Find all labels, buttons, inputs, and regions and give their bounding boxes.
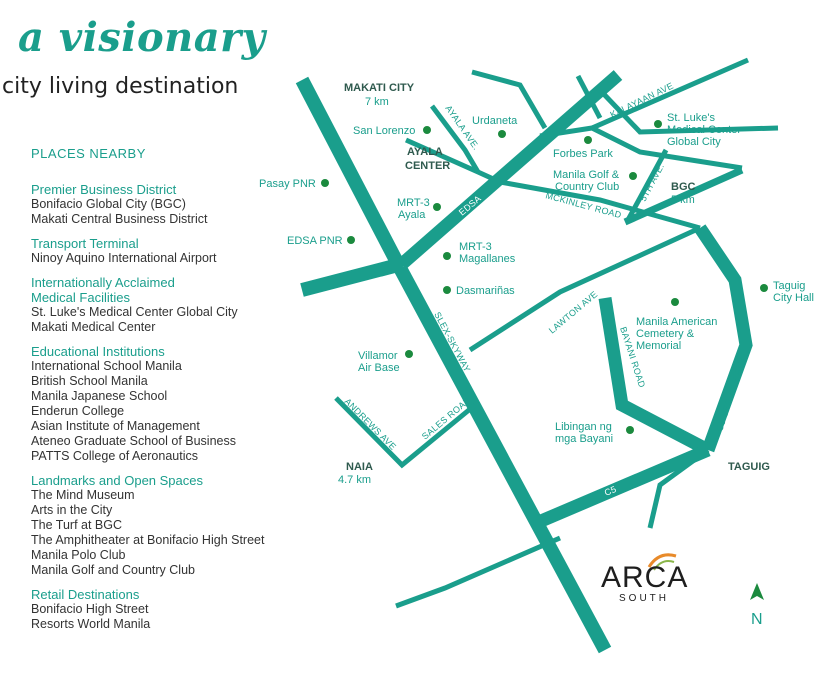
- list-item: The Amphitheater at Bonifacio High Street: [31, 533, 265, 547]
- c5-road: [534, 450, 708, 524]
- svg-text:Villamor: Villamor: [358, 350, 398, 362]
- logo-sub: SOUTH: [619, 593, 669, 604]
- landmark-dot: [626, 426, 634, 434]
- svg-text:Magallanes: Magallanes: [459, 253, 516, 265]
- list-item: The Mind Museum: [31, 488, 135, 502]
- svg-text:MRT-3: MRT-3: [459, 241, 492, 253]
- list-item: Manila Polo Club: [31, 548, 126, 562]
- list-item: Makati Medical Center: [31, 320, 156, 334]
- road-label-kalayaan: KALAYAAN AVE: [608, 80, 676, 120]
- svg-text:Manila Golf &: Manila Golf &: [553, 169, 620, 181]
- landmark-libingan: [555, 421, 634, 445]
- district-ayala: AYALA: [407, 146, 443, 158]
- group-title: Retail Destinations: [31, 587, 140, 602]
- list-item: Manila Japanese School: [31, 389, 168, 403]
- list-item: International School Manila: [31, 359, 182, 373]
- headline: a visionary: [18, 14, 266, 61]
- road-label-lawton: LAWTON AVE: [546, 289, 600, 336]
- svg-text:Taguig: Taguig: [773, 280, 806, 292]
- svg-text:Global City: Global City: [667, 136, 721, 148]
- list-item: British School Manila: [31, 374, 148, 388]
- road-label-c5-service: C5 SERVICE ROAD: [714, 347, 751, 433]
- svg-text:Medical Center: Medical Center: [667, 124, 741, 136]
- district-naia: NAIA: [346, 461, 373, 473]
- list-item: Ninoy Aquino International Airport: [31, 251, 217, 265]
- svg-text:San Lorenzo: San Lorenzo: [353, 125, 416, 137]
- district-makati: MAKATI CITY: [344, 82, 415, 94]
- list-item: Ateneo Graduate School of Business: [31, 434, 236, 448]
- list-item: Bonifacio High Street: [31, 602, 149, 616]
- landmark-st-lukes: [654, 112, 741, 148]
- road-label-fifth: 5TH AVE.: [637, 161, 667, 203]
- district-ayala-center: CENTER: [405, 160, 451, 172]
- landmark-dot: [423, 126, 431, 134]
- landmark-dot: [321, 179, 329, 187]
- district-bgc: BGC: [671, 181, 696, 193]
- landmark-taguig-city-hall: [760, 280, 814, 304]
- north-compass: [750, 583, 764, 628]
- list-item: Makati Central Business District: [31, 212, 208, 226]
- landmark-pasay-pnr: [259, 178, 329, 190]
- list-item: Enderun College: [31, 404, 125, 418]
- svg-text:Country Club: Country Club: [555, 181, 620, 193]
- svg-text:City Hall: City Hall: [773, 292, 814, 304]
- arca-south-logo: [601, 555, 688, 604]
- landmark-urdaneta: [472, 115, 518, 138]
- landmark-dasmarinas: [443, 285, 515, 297]
- landmark-forbes-park: [553, 136, 613, 160]
- svg-text:Ayala: Ayala: [398, 209, 426, 221]
- district-makati-distance: 7 km: [365, 96, 389, 108]
- list-item: PATTS College of Aeronautics: [31, 449, 198, 463]
- district-bgc-distance: 5 km: [671, 194, 695, 206]
- landmark-mrt3-magallanes: [443, 241, 516, 265]
- landmark-dot: [443, 286, 451, 294]
- compass-label: N: [751, 611, 763, 628]
- landmark-dot: [405, 350, 413, 358]
- north-arrow-icon: [750, 583, 764, 600]
- landmark-dot: [433, 203, 441, 211]
- logo-brand: ARCA: [601, 561, 689, 594]
- landmark-mrt3-ayala: [397, 197, 441, 221]
- svg-text:Pasay PNR: Pasay PNR: [259, 178, 316, 190]
- landmark-dot: [498, 130, 506, 138]
- landmark-dot: [443, 252, 451, 260]
- list-item: Asian Institute of Management: [31, 419, 200, 433]
- group-title: Medical Facilities: [31, 290, 130, 305]
- road-label-bayani: BAYANI ROAD: [618, 325, 648, 389]
- landmark-villamor: [358, 350, 413, 374]
- edsa-road: [302, 264, 402, 290]
- road-label-mckinley: MCKINLEY ROAD: [544, 190, 623, 221]
- svg-text:Manila American: Manila American: [636, 316, 718, 328]
- list-item: St. Luke's Medical Center Global City: [31, 305, 238, 319]
- svg-text:Dasmariñas: Dasmariñas: [456, 285, 515, 297]
- group-title: Transport Terminal: [31, 236, 139, 251]
- svg-text:MRT-3: MRT-3: [397, 197, 430, 209]
- landmark-san-lorenzo: [353, 125, 431, 137]
- places-title: PLACES NEARBY: [31, 146, 146, 161]
- list-item: Bonifacio Global City (BGC): [31, 197, 186, 211]
- svg-text:St. Luke's: St. Luke's: [667, 112, 715, 124]
- landmark-edsa-pnr: [287, 235, 355, 247]
- svg-text:Memorial: Memorial: [636, 340, 682, 352]
- svg-text:EDSA PNR: EDSA PNR: [287, 235, 343, 247]
- svg-text:Urdaneta: Urdaneta: [472, 115, 518, 127]
- landmark-manila-golf: [553, 169, 637, 193]
- road-label-c5: C5: [602, 483, 618, 498]
- svg-text:Libingan ng: Libingan ng: [555, 421, 612, 433]
- group-title: Educational Institutions: [31, 344, 165, 359]
- list-item: The Turf at BGC: [31, 518, 123, 532]
- group-title: Landmarks and Open Spaces: [31, 473, 203, 488]
- svg-text:Forbes Park: Forbes Park: [553, 148, 613, 160]
- group-title: Premier Business District: [31, 182, 177, 197]
- svg-text:Air Base: Air Base: [358, 362, 400, 374]
- list-item: Manila Golf and Country Club: [31, 563, 195, 577]
- group-title: Internationally Acclaimed: [31, 275, 175, 290]
- landmark-dot: [671, 298, 679, 306]
- district-naia-distance: 4.7 km: [338, 474, 372, 486]
- landmark-dot: [629, 172, 637, 180]
- svg-text:Cemetery &: Cemetery &: [636, 328, 695, 340]
- road-label-andrews: ANDREWS AVE: [342, 396, 399, 452]
- road-label-ayala-ave: AYALA AVE.: [443, 103, 482, 152]
- district-taguig: TAGUIG: [728, 461, 770, 473]
- landmark-dot: [584, 136, 592, 144]
- resorts-road: [396, 538, 560, 606]
- subheadline: city living destination: [2, 74, 239, 99]
- landmark-dot: [760, 284, 768, 292]
- landmark-american-cemetery: [636, 298, 717, 352]
- landmark-dot: [654, 120, 662, 128]
- road-label-sales: SALES ROAD: [419, 394, 473, 442]
- road-label-edsa: EDSA: [456, 193, 483, 218]
- list-item: Resorts World Manila: [31, 617, 151, 631]
- road-label-slex: SLEX-SKYWAY: [432, 310, 473, 374]
- svg-text:mga Bayani: mga Bayani: [555, 433, 614, 445]
- landmark-dot: [347, 236, 355, 244]
- list-item: Arts in the City: [31, 503, 113, 517]
